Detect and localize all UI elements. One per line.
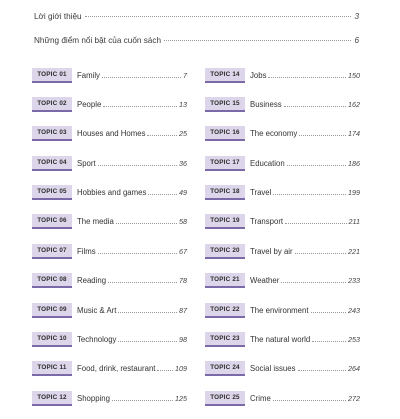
- toc-intro-page: 3: [354, 12, 359, 21]
- topic-page-number: 186: [348, 158, 360, 168]
- topic-badge: TOPIC 10: [32, 332, 72, 347]
- dot-leader: [312, 341, 346, 342]
- topic-badge: TOPIC 15: [205, 97, 245, 112]
- topic-title: Sport: [77, 158, 96, 168]
- topic-badge: TOPIC 05: [32, 185, 72, 200]
- topic-badge: TOPIC 07: [32, 244, 72, 259]
- toc-topic-row[interactable]: [32, 184, 187, 202]
- topic-page-number: 87: [179, 305, 187, 315]
- topic-badge: TOPIC 09: [32, 303, 72, 318]
- toc-topic-row[interactable]: [32, 66, 187, 84]
- toc-topic-row[interactable]: [32, 331, 187, 349]
- topic-badge: TOPIC 22: [205, 303, 245, 318]
- topic-title: The media: [77, 217, 114, 227]
- topic-title: Music & Art: [77, 305, 117, 315]
- topic-title: Hobbies and games: [77, 188, 147, 198]
- dot-leader: [295, 253, 346, 254]
- toc-intro-title: Những điểm nổi bật của cuốn sách: [34, 36, 162, 45]
- dot-leader: [284, 106, 346, 107]
- toc-topic-row[interactable]: [205, 213, 360, 231]
- topic-title: Shopping: [77, 393, 110, 403]
- toc-topic-row[interactable]: [205, 389, 360, 407]
- dot-leader: [281, 282, 346, 283]
- dot-leader: [148, 194, 177, 195]
- topic-badge: TOPIC 23: [205, 332, 245, 347]
- topic-page-number: 264: [348, 364, 360, 374]
- dot-leader: [108, 282, 177, 283]
- dot-leader: [299, 135, 346, 136]
- topic-page-number: 49: [179, 188, 187, 198]
- topic-title: Food, drink, restaurant: [77, 364, 156, 374]
- dot-leader: [98, 165, 177, 166]
- dot-leader: [311, 312, 346, 313]
- topic-title: Jobs: [250, 70, 267, 80]
- toc-topic-row[interactable]: [205, 125, 360, 143]
- toc-topic-row[interactable]: [205, 301, 360, 319]
- topic-badge: TOPIC 16: [205, 126, 245, 141]
- toc-topic-row[interactable]: [205, 95, 360, 113]
- topic-page-number: 67: [179, 246, 187, 256]
- topic-title: Travel by air: [250, 246, 293, 256]
- topic-page-number: 58: [179, 217, 187, 227]
- topic-badge: TOPIC 03: [32, 126, 72, 141]
- topic-badge: TOPIC 02: [32, 97, 72, 112]
- topic-page-number: 162: [348, 99, 360, 109]
- dot-leader: [157, 370, 173, 371]
- dot-leader: [118, 312, 177, 313]
- topic-page-number: 253: [348, 335, 360, 345]
- topic-badge: TOPIC 25: [205, 391, 245, 406]
- topic-page-number: 36: [179, 158, 187, 168]
- topic-title: Education: [250, 158, 285, 168]
- toc-intro-page: 6: [354, 36, 359, 45]
- topic-page-number: 78: [179, 276, 187, 286]
- topic-badge: TOPIC 11: [32, 361, 72, 376]
- toc-topic-row[interactable]: [205, 272, 360, 290]
- dot-leader: [102, 77, 181, 78]
- topic-page-number: 150: [348, 70, 360, 80]
- toc-topic-row[interactable]: [32, 301, 187, 319]
- toc-topic-row[interactable]: [205, 242, 360, 260]
- topic-page-number: 233: [348, 276, 360, 286]
- topic-title: The natural world: [250, 335, 311, 345]
- toc-topic-row[interactable]: [32, 95, 187, 113]
- toc-topic-row[interactable]: [32, 360, 187, 378]
- topic-page-number: 174: [348, 129, 360, 139]
- toc-intro-row[interactable]: [34, 12, 359, 21]
- toc-topic-row[interactable]: [32, 272, 187, 290]
- topic-badge: TOPIC 08: [32, 273, 72, 288]
- topic-page-number: 199: [348, 188, 360, 198]
- toc-column-right: [205, 66, 360, 419]
- topic-title: Films: [77, 246, 96, 256]
- dot-leader: [298, 370, 346, 371]
- topic-title: Crime: [250, 393, 271, 403]
- dot-leader: [164, 40, 351, 41]
- toc-topic-row[interactable]: [32, 154, 187, 172]
- topic-title: Transport: [250, 217, 284, 227]
- toc-topic-row[interactable]: [205, 154, 360, 172]
- dot-leader: [147, 135, 177, 136]
- topic-title: Travel: [250, 188, 272, 198]
- topic-badge: TOPIC 04: [32, 156, 72, 171]
- topic-title: Technology: [77, 335, 117, 345]
- toc-topic-row[interactable]: [205, 184, 360, 202]
- topic-badge: TOPIC 18: [205, 185, 245, 200]
- toc-intro-row[interactable]: [34, 36, 359, 45]
- toc-topic-row[interactable]: [32, 213, 187, 231]
- topic-badge: TOPIC 12: [32, 391, 72, 406]
- topic-page-number: 7: [183, 70, 187, 80]
- topic-page-number: 243: [348, 305, 360, 315]
- toc-intro-title: Lời giới thiệu: [34, 12, 82, 21]
- topic-page-number: 98: [179, 335, 187, 345]
- topic-page-number: 272: [348, 393, 360, 403]
- toc-topic-row[interactable]: [205, 331, 360, 349]
- topic-page-number: 109: [175, 364, 187, 374]
- topic-badge: TOPIC 19: [205, 214, 245, 229]
- topic-title: Houses and Homes: [77, 129, 146, 139]
- topic-title: People: [77, 99, 102, 109]
- topic-title: Family: [77, 70, 100, 80]
- dot-leader: [268, 77, 346, 78]
- topic-page-number: 125: [175, 393, 187, 403]
- dot-leader: [273, 194, 346, 195]
- dot-leader: [116, 223, 177, 224]
- topic-badge: TOPIC 24: [205, 361, 245, 376]
- toc-topic-row[interactable]: [32, 389, 187, 407]
- topic-badge: TOPIC 17: [205, 156, 245, 171]
- dot-leader: [285, 223, 346, 224]
- topic-title: The economy: [250, 129, 298, 139]
- toc-topic-row[interactable]: [32, 242, 187, 260]
- dot-leader: [103, 106, 177, 107]
- topic-title: Reading: [77, 276, 107, 286]
- topic-page-number: 25: [179, 129, 187, 139]
- topic-badge: TOPIC 20: [205, 244, 245, 259]
- toc-topic-row[interactable]: [205, 66, 360, 84]
- topic-page-number: 13: [179, 99, 187, 109]
- toc-column-left: [32, 66, 187, 419]
- topic-badge: TOPIC 21: [205, 273, 245, 288]
- dot-leader: [98, 253, 177, 254]
- topic-title: Business: [250, 99, 282, 109]
- dot-leader: [287, 165, 346, 166]
- topic-title: Weather: [250, 276, 280, 286]
- topic-badge: TOPIC 06: [32, 214, 72, 229]
- toc-topic-row[interactable]: [32, 125, 187, 143]
- topic-page-number: 221: [348, 246, 360, 256]
- topic-title: The environment: [250, 305, 309, 315]
- topic-title: Social issues: [250, 364, 296, 374]
- topic-badge: TOPIC 01: [32, 68, 72, 83]
- topic-badge: TOPIC 14: [205, 68, 245, 83]
- dot-leader: [118, 341, 177, 342]
- toc-topic-row[interactable]: [205, 360, 360, 378]
- topic-page-number: 211: [348, 217, 360, 227]
- dot-leader: [85, 16, 352, 17]
